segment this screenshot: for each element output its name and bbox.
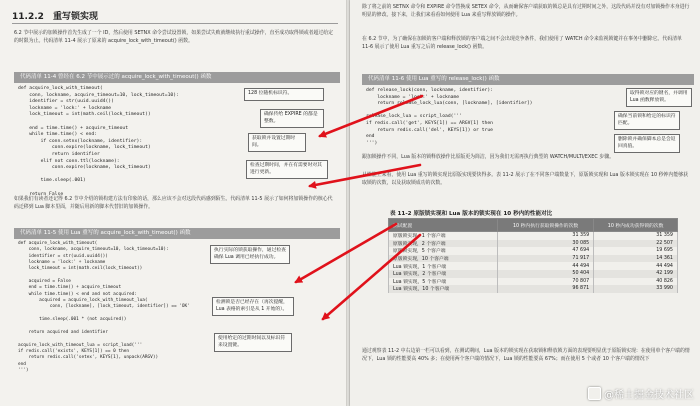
table-cell-successes: 42 199 (594, 270, 678, 278)
right-bottom-paragraph: 通过观察表 11-2 中右边第一栏可以看到，在测试期间，Lua 版本的锁实现在获取锁和释放锁方面的表现要明显优于原版锁实现：在使用单个客户端的情况下，Lua 锁的性能要高 40% 多；在使用两个客户端的情况下，Lua 锁的性能要高 67%；而在使用 5 个或者 10 个客户端的情况下 (362, 348, 690, 362)
table-cell-attempts: 96 871 (498, 285, 594, 293)
table-cell-successes: 22 507 (594, 240, 678, 248)
left-page (0, 0, 346, 406)
table-cell-attempts: 30 085 (498, 240, 594, 248)
watermark (588, 386, 694, 401)
right-after-listing-paragraph: 跟加锁操作不同，Lua 版本的锁释放操作比原版更为简洁，因为我们无需再执行典型的 WATCH/MULTI/EXEC 步骤。 (362, 154, 614, 160)
listing-11-6-note-1: 取得锁对应的键名，并调用 Lua 函数释放锁。 (626, 88, 692, 107)
table-cell-attempts: 31 359 (498, 232, 594, 240)
table-row (389, 255, 678, 263)
right-performance-paragraph: 从性能上来看，使用 Lua 重写的锁实现比原版实现要快得多。表 11-2 展示了在不同客户端数量下，原版锁实现和 Lua 版本锁实现在 10 秒钟内能够获取锁的次数，以及获取锁成功的次数。 (362, 172, 688, 186)
listing-11-5-code: def acquire_lock_with_timeout( conn, lockname, acquire_timeout=10, lock_timeout=10): identifier = str(uuid.uuid4()) lockname = 'lock:' + lockname lock_timeout = int(math.ceil(lock_timeout)) acquired = False end = time.time() + acquire_timeout while time.time() < end and not acquired: acquired = acquire_lock_with_timeout_lua( conn, [lockname], [lock_timeout, identifier]) == 'OK' time.sleep(.001 * (not acquired)) return acquired and identifier acquire_lock_with_timeout_lua = script_load(''' if redis.call('exists', KEYS[1]) == 0 then return redis.call('setex', KEYS[1], unpack(ARGV)) end ''') (18, 241, 190, 373)
table-cell-config: 原版锁实现，5 个客户端 (389, 247, 498, 255)
table-cell-successes: 33 990 (594, 285, 678, 293)
right-top-paragraph: 除了将之前的 SETNX 命令和 EXPIRE 命令替换成 SETEX 命令，从而确保客户端获取的锁总是具有过期时间之外，这段代码并没有对加锁操作本身进行明显的修改。接下来，让我们来看看如何使用 Lua 来重写释放锁的操作。 (362, 4, 690, 18)
listing-11-6-note-2: 确保当前锁和给定的标识符匹配。 (614, 111, 680, 130)
listing-11-4-note-2: 确保传给 EXPIRE 的都是整数。 (260, 109, 324, 128)
listing-11-4-code: def acquire_lock_with_timeout( conn, lockname, acquire_timeout=10, lock_timeout=10): identifier = str(uuid.uuid4()) lockname = 'lock:' + lockname lock_timeout = int(math.ceil(lock_timeout)) end = time.time() + acquire_timeout while time.time() < end: if conn.setnx(lockname, identifier): conn.expire(lockname, lock_timeout) return identifier elif not conn.ttl(lockname): conn.expire(lockname, lock_timeout) time.sleep(.001) return False (18, 86, 179, 197)
table-11-2-title: 表 11-2 原版锁实现和 Lua 版本的锁实现在 10 秒内的性能对比 (390, 211, 553, 217)
table-cell-config: 原版锁实现，1 个客户端 (389, 232, 498, 240)
table-cell-config: 原版锁实现，10 个客户端 (389, 255, 498, 263)
table-cell-successes: 44 494 (594, 262, 678, 270)
table-row (389, 278, 678, 286)
table-cell-successes: 19 695 (594, 247, 678, 255)
listing-11-5-caption: 代码清单 11-5 使用 Lua 重写的 acquire_lock_with_timeout() 函数 (14, 228, 340, 239)
table-11-2 (388, 218, 678, 293)
table-row (389, 247, 678, 255)
table-row (389, 262, 678, 270)
listing-11-6-note-3: 删除锁并确保脚本总是会返回真值。 (614, 134, 680, 153)
table-cell-attempts: 44 494 (498, 262, 594, 270)
table-header-successes: 10 秒内成功获得锁的次数 (594, 219, 678, 232)
section-rule (12, 23, 338, 24)
table-header-row (389, 219, 678, 232)
table-header-attempts: 10 秒内执行获取锁操作的次数 (498, 219, 594, 232)
table-header-config: 测试配置 (389, 219, 498, 232)
listing-11-5-note-3: 使用给定的过期时间以及标识符来设置键。 (214, 333, 292, 352)
table-row (389, 285, 678, 293)
table-cell-attempts: 71 917 (498, 255, 594, 263)
watermark-text: @稀土掘金技术社区 (604, 390, 694, 401)
middle-paragraph: 如果我们有读者还记得 6.2 节中介绍的锁构建方法有印象的话，那么应该不会对这段代码感到陌生。代码清单 11-5 展示了如何将加锁操作的核心代码迁移到 Lua 脚本里面，并随后用新的脚本代替旧的加锁操作。 (14, 196, 333, 210)
table-cell-successes: 40 826 (594, 278, 678, 286)
table-cell-attempts: 70 807 (498, 278, 594, 286)
table-cell-config: 原版锁实现，2 个客户端 (389, 240, 498, 248)
intro-paragraph: 6.2 节中展示的加锁操作首先生成了一个 ID，然后使用 SETNX 命令尝试设置锁，如果尝试失败就继续执行重试操作，直至成功取得锁或者超过给定的时限为止。代码清单 11-4 展示了原来的 acquire_lock_with_timeout() 函数。 (14, 30, 334, 44)
juejin-logo-icon (588, 387, 601, 400)
table-cell-config: Lua 锁实现，5 个客户端 (389, 278, 498, 286)
listing-11-4-note-1: 128 位随机标识符。 (244, 88, 324, 101)
section-heading (12, 9, 98, 22)
table-row (389, 270, 678, 278)
right-page (350, 0, 700, 406)
listing-11-6-code: def release_lock(conn, lockname, identifier): lockname = 'lock:' + lockname return release_lock_lua(conn, [lockname], [identifier]) release_lock_lua = script_load(''' if redis.call('get', KEYS[1]) == ARGV[1] then return redis.call('del', KEYS[1]) or true end ''') (366, 88, 533, 146)
listing-11-5-note-1: 执行实际的锁获取操作，通过检查确保 Lua 调用已经执行成功。 (210, 245, 290, 264)
table-cell-config: Lua 锁实现，1 个客户端 (389, 262, 498, 270)
table-cell-config: Lua 锁实现，2 个客户端 (389, 270, 498, 278)
listing-11-5-note-2: 检测锁是否已经存在（再次提醒，Lua 表格的索引是从 1 开始的）。 (212, 297, 294, 316)
table-cell-attempts: 47 694 (498, 247, 594, 255)
table-row (389, 232, 678, 240)
table-cell-successes: 31 359 (594, 232, 678, 240)
section-title: 重写锁实现 (53, 12, 99, 22)
listing-11-4-note-3: 获取锁并设置过期时间。 (248, 133, 306, 152)
listing-11-6-caption: 代码清单 11-6 使用 Lua 重写的 release_lock() 函数 (362, 74, 694, 85)
right-second-paragraph: 在 6.2 节中，为了确保在加锁的客户端和释放锁的客户端之间不会出现竞争条件，我们使用了 WATCH 命令来监视锁键并在事务中删除它。代码清单 11-6 展示了使用 Lua 重写之后的 release_lock() 函数。 (362, 36, 682, 50)
table-cell-config: Lua 锁实现，10 个客户端 (389, 285, 498, 293)
table-cell-attempts: 50 404 (498, 270, 594, 278)
listing-11-4-note-4: 检查过期时间，并在有需要时对其进行更新。 (246, 160, 328, 179)
table-cell-successes: 14 361 (594, 255, 678, 263)
table-row (389, 240, 678, 248)
section-number: 11.2.2 (12, 12, 44, 22)
listing-11-4-caption: 代码清单 11-4 曾经在 6.2 节中展示过的 acquire_lock_with_timeout() 函数 (14, 72, 340, 83)
